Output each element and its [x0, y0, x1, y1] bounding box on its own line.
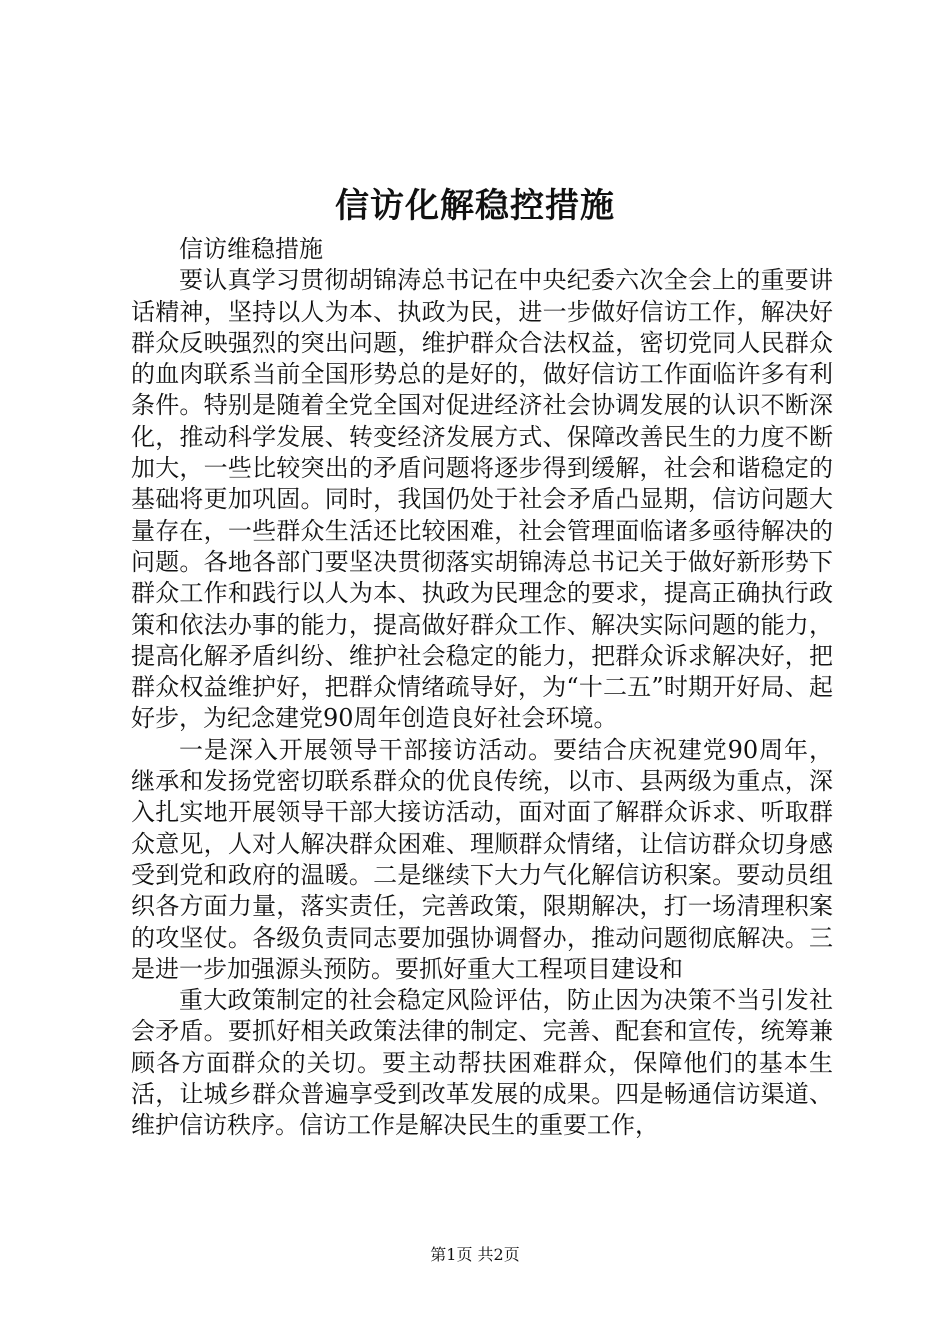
paragraph: 要认真学习贯彻胡锦涛总书记在中央纪委六次全会上的重要讲话精神，坚持以人为本、执政为民，进一步做好信访工作，解决好群众反映强烈的突出问题，维护群众合法权益，密切党同人民群众的血肉联系当前全国形势总的是好的，做好信访工作面临许多有利条件。特别是随着全党全国对促进经济社会协调发展的认识不断深化，推动科学发展、转变经济发展方式、保障改善民生的力度不断加大，一些比较突出的矛盾问题将逐步得到缓解，社会和谐稳定的基础将更加巩固。同时，我国仍处于社会矛盾凸显期，信访问题大量存在，一些群众生活还比较困难，社会管理面临诸多亟待解决的问题。各地各部门要坚决贯彻落实胡锦涛总书记关于做好新形势下群众工作和践行以人为本、执政为民理念的要求，提高正确执行政策和依法办事的能力，提高做好群众工作、解决实际问题的能力，提高化解矛盾纠纷、维护社会稳定的能力，把群众诉求解决好，把群众权益维护好，把群众情绪疏导好，为“十二五”时期开好局、起好步，为纪念建党90周年创造良好社会环境。: [131, 266, 833, 733]
paragraph: 一是深入开展领导干部接访活动。要结合庆祝建党90周年，继承和发扬党密切联系群众的优良传统，以市、县两级为重点，深入扎实地开展领导干部大接访活动，面对面了解群众诉求、听取群众意见，人对人解决群众困难、理顺群众情绪，让信访群众切身感受到党和政府的温暖。二是继续下大力气化解信访积案。要动员组织各方面力量，落实责任，完善政策，限期解决，打一场清理积案的攻坚仗。各级负责同志要加强协调督办，推动问题彻底解决。三是进一步加强源头预防。要抓好重大工程项目建设和: [131, 735, 833, 983]
paragraph: 重大政策制定的社会稳定风险评估，防止因为决策不当引发社会矛盾。要抓好相关政策法律的制定、完善、配套和宣传，统筹兼顾各方面群众的关切。要主动帮扶困难群众，保障他们的基本生活，让城乡群众普遍享受到改革发展的成果。四是畅通信访渠道、维护信访秩序。信访工作是解决民生的重要工作，: [131, 986, 833, 1140]
document-body: [131, 234, 833, 1142]
paragraph-subtitle: 信访维稳措施: [179, 235, 323, 263]
document-title: 信访化解稳控措施: [335, 186, 615, 226]
page-footer: 第1页 共2页: [430, 1245, 520, 1264]
